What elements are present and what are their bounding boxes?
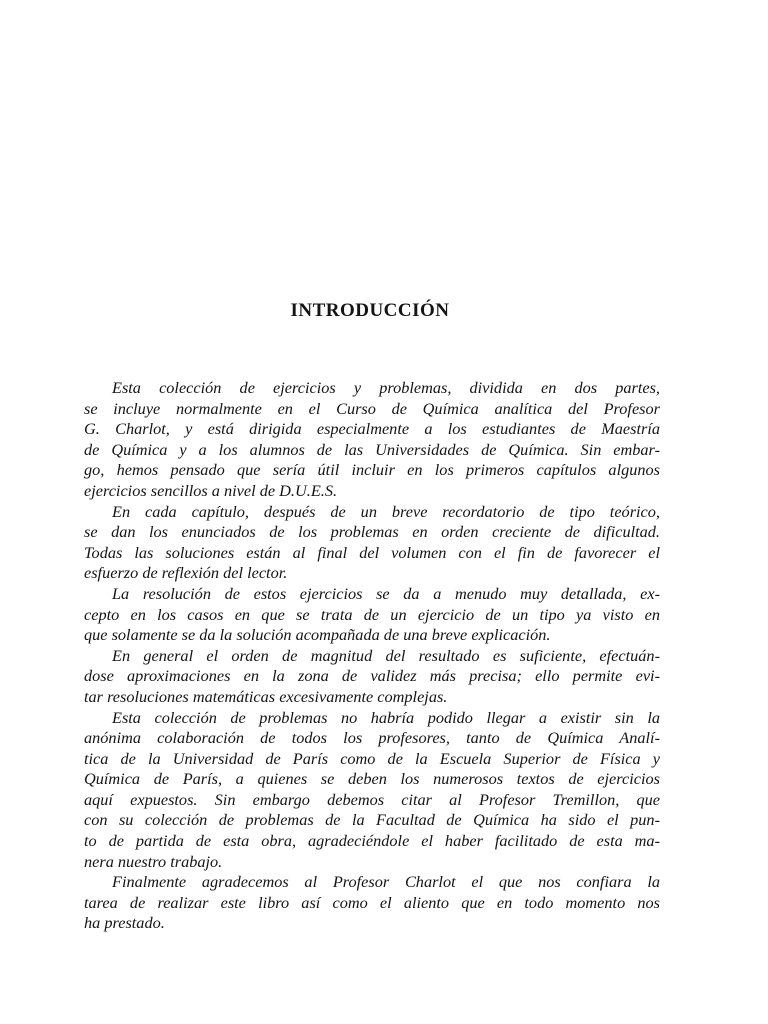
text-line: Esta colección de ejercicios y problemas, dividida en dos partes, — [112, 378, 660, 397]
text-line: nera nuestro trabajo. — [84, 851, 223, 871]
paragraph-1 — [84, 378, 660, 502]
text-line: que solamente se da la solución acompañada de una breve explicación. — [84, 625, 551, 645]
text-line: tar resoluciones matemáticas excesivamente complejas. — [84, 686, 448, 706]
text-line: de Química y a los alumnos de las Universidades de Química. Sin embar- — [84, 439, 660, 459]
text-line: Esta colección de problemas no habría podido llegar a existir sin la — [112, 707, 660, 727]
text-line: La resolución de estos ejercicios se da a menudo muy detallada, ex- — [112, 583, 660, 603]
text-line: go, hemos pensado que sería útil incluir en los primeros capítulos algunos — [84, 460, 660, 480]
text-line: ha prestado. — [84, 913, 165, 933]
text-line: tarea de realizar este libro así como el aliento que en todo momento nos — [84, 892, 660, 912]
paragraph-6 — [84, 872, 660, 934]
text-line: se incluye normalmente en el Curso de Química analítica del Profesor — [84, 398, 660, 418]
text-line: dose aproximaciones en la zona de validez más precisa; ello permite evi- — [84, 666, 660, 686]
text-line: to de partida de esta obra, agradeciéndole el haber facilitado de esta ma- — [84, 831, 660, 851]
text-line: Química de París, a quienes se deben los numerosos textos de ejercicios — [84, 769, 660, 789]
paragraph-4 — [84, 646, 660, 708]
text-line: aquí expuestos. Sin embargo debemos citar al Profesor Tremillon, que — [84, 789, 660, 809]
text-line: En cada capítulo, después de un breve recordatorio de tipo teórico, — [112, 501, 660, 521]
paragraph-2 — [84, 502, 660, 584]
paragraph-3 — [84, 584, 660, 646]
text-line: esfuerzo de reflexión del lector. — [84, 563, 288, 583]
text-line: anónima colaboración de todos los profesores, tanto de Química Analí- — [84, 728, 660, 748]
text-line: cepto en los casos en que se trata de un ejercicio de un tipo ya visto en — [84, 604, 660, 624]
page-title: INTRODUCCIÓN — [290, 300, 450, 321]
text-line: ejercicios sencillos a nivel de D.U.E.S. — [84, 480, 338, 500]
paragraph-5 — [84, 708, 660, 873]
text-line: se dan los enunciados de los problemas en orden creciente de dificultad. — [84, 522, 660, 542]
text-line: con su colección de problemas de la Facultad de Química ha sido el pun- — [84, 810, 660, 830]
text-line: tica de la Universidad de París como de la Escuela Superior de Física y — [84, 748, 660, 768]
text-line: G. Charlot, y está dirigida especialmente a los estudiantes de Maestría — [84, 419, 660, 439]
text-line: En general el orden de magnitud del resultado es suficiente, efectuán- — [112, 645, 660, 665]
body-text — [84, 378, 660, 934]
text-line: Finalmente agradecemos al Profesor Charlot el que nos confiara la — [112, 872, 660, 892]
text-line: Todas las soluciones están al final del volumen con el fin de favorecer el — [84, 542, 660, 562]
